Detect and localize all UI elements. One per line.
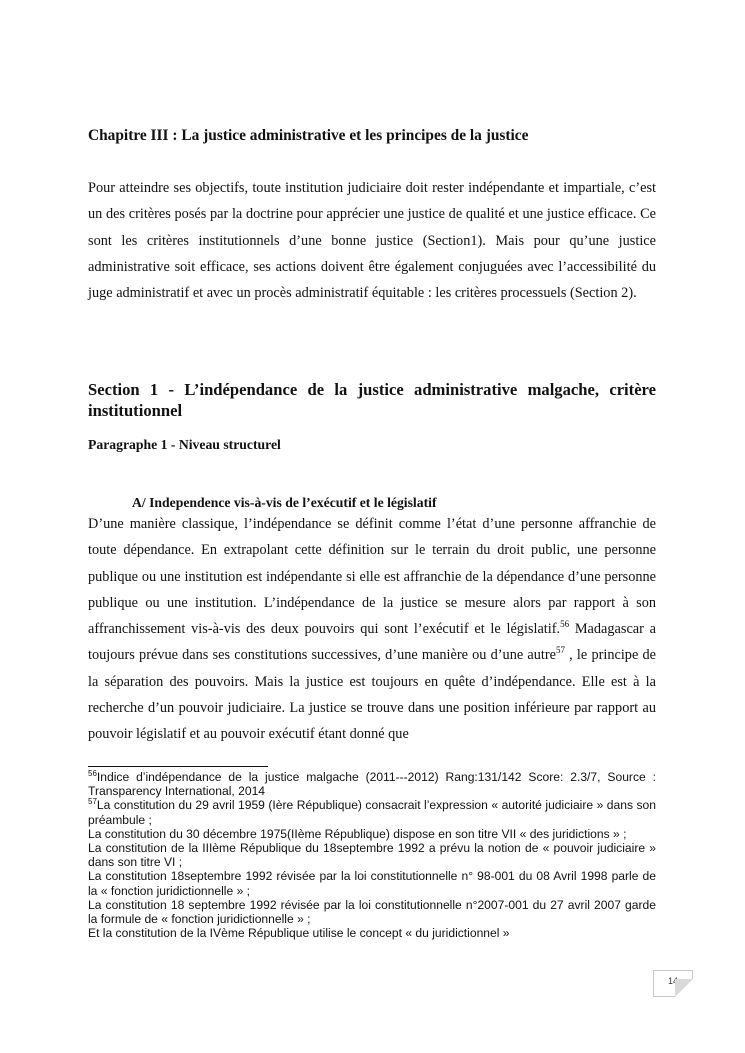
footnote-line: La constitution 18 septembre 1992 révisée par la loi constitutionnelle n°2007-001 du 27 avril 2007 garde la formule de « fonction juridictionnelle » ; [88,897,656,927]
footnote-separator [88,766,268,767]
footnote-number: 57 [88,797,97,807]
footnotes [88,770,656,940]
paragraph-heading: Paragraphe 1 - Niveau structurel [88,437,281,452]
intro-paragraph: Pour atteindre ses objectifs, toute institution judiciaire doit rester indépendante et impartiale, c’est un des critères posés par la doctrine pour apprécier une justice de qualité et une justice efficace. Ce sont les critères institutionnels d’une bonne justice (Section1). Mais pour qu’une justice administrative soit efficace, ses actions doivent être également conjuguées avec l’accessibilité du juge administratif et avec un procès administratif équitable : les critères processuels (Section 2). [88,180,656,302]
footnote [88,798,656,826]
section-title: Section 1 - L’indépendance de la justice administrative malgache, critère institutionnel [88,380,656,420]
footnote [88,770,656,798]
page-number-box [653,970,693,997]
footnote-ref-57[interactable]: 57 [555,645,565,656]
footnote-number: 56 [88,768,97,778]
body-paragraph [88,511,656,748]
chapter-title: Chapitre III : La justice administrative et les principes de la justice [88,127,529,144]
footnote-line: La constitution de la IIIème République du 18septembre 1992 a prévu la notion de « pouvoir judiciaire » dans son titre VI ; [88,841,656,870]
footnote-ref-56[interactable]: 56 [560,619,570,630]
footnote-text: La constitution du 29 avril 1959 (Ière République) consacrait l’expression « autorité judiciaire » dans son préambule ; [88,798,656,827]
subsection-heading: A/ Independence vis-à-vis de l’exécutif et le législatif [132,495,437,510]
body-text-part-2: Madagascar a toujours prévue dans ses constitutions successives, d’une manière ou d’une autre [88,621,656,664]
page-curl-decoration [675,979,693,997]
footnote-line: La constitution 18septembre 1992 révisée par la loi constitutionnelle n° 98-001 du 08 Avril 1998 parle de la « fonction juridictionnelle » ; [88,869,656,898]
footnote-line: Et la constitution de la IVème République utilise le concept « du juridictionnel » [88,926,510,941]
footnote-line: La constitution du 30 décembre 1975(IIème République) dispose en son titre VII « des juridictions » ; [88,826,627,841]
page-number: 14 [667,976,678,986]
footnote-text: Indice d’indépendance de la justice malgache (2011---2012) Rang:131/142 Score: 2.3/7, Source : Transparency International, 2014 [88,770,656,799]
body-text-part-1: D’une manière classique, l’indépendance se définit comme l’état d’une personne affranchie de toute dépendance. En extrapolant cette définition sur le terrain du droit public, une personne publique ou une institution est indépendante si elle est affranchie de la dépendance d’une personne publique ou une institution. L’indépendance de la justice se mesure alors par rapport à son affranchissement vis-à-vis des deux pouvoirs qui sont l’exécutif et le législatif. [88,516,656,638]
body-text-part-3: , le principe de la séparation des pouvoirs. Mais la justice est toujours en quête d’indépendance. Elle est à la recherche d’un pouvoir judiciaire. La justice se trouve dans une position inférieure par rapport au pouvoir législatif et au pouvoir exécutif étant donné que [88,647,656,743]
